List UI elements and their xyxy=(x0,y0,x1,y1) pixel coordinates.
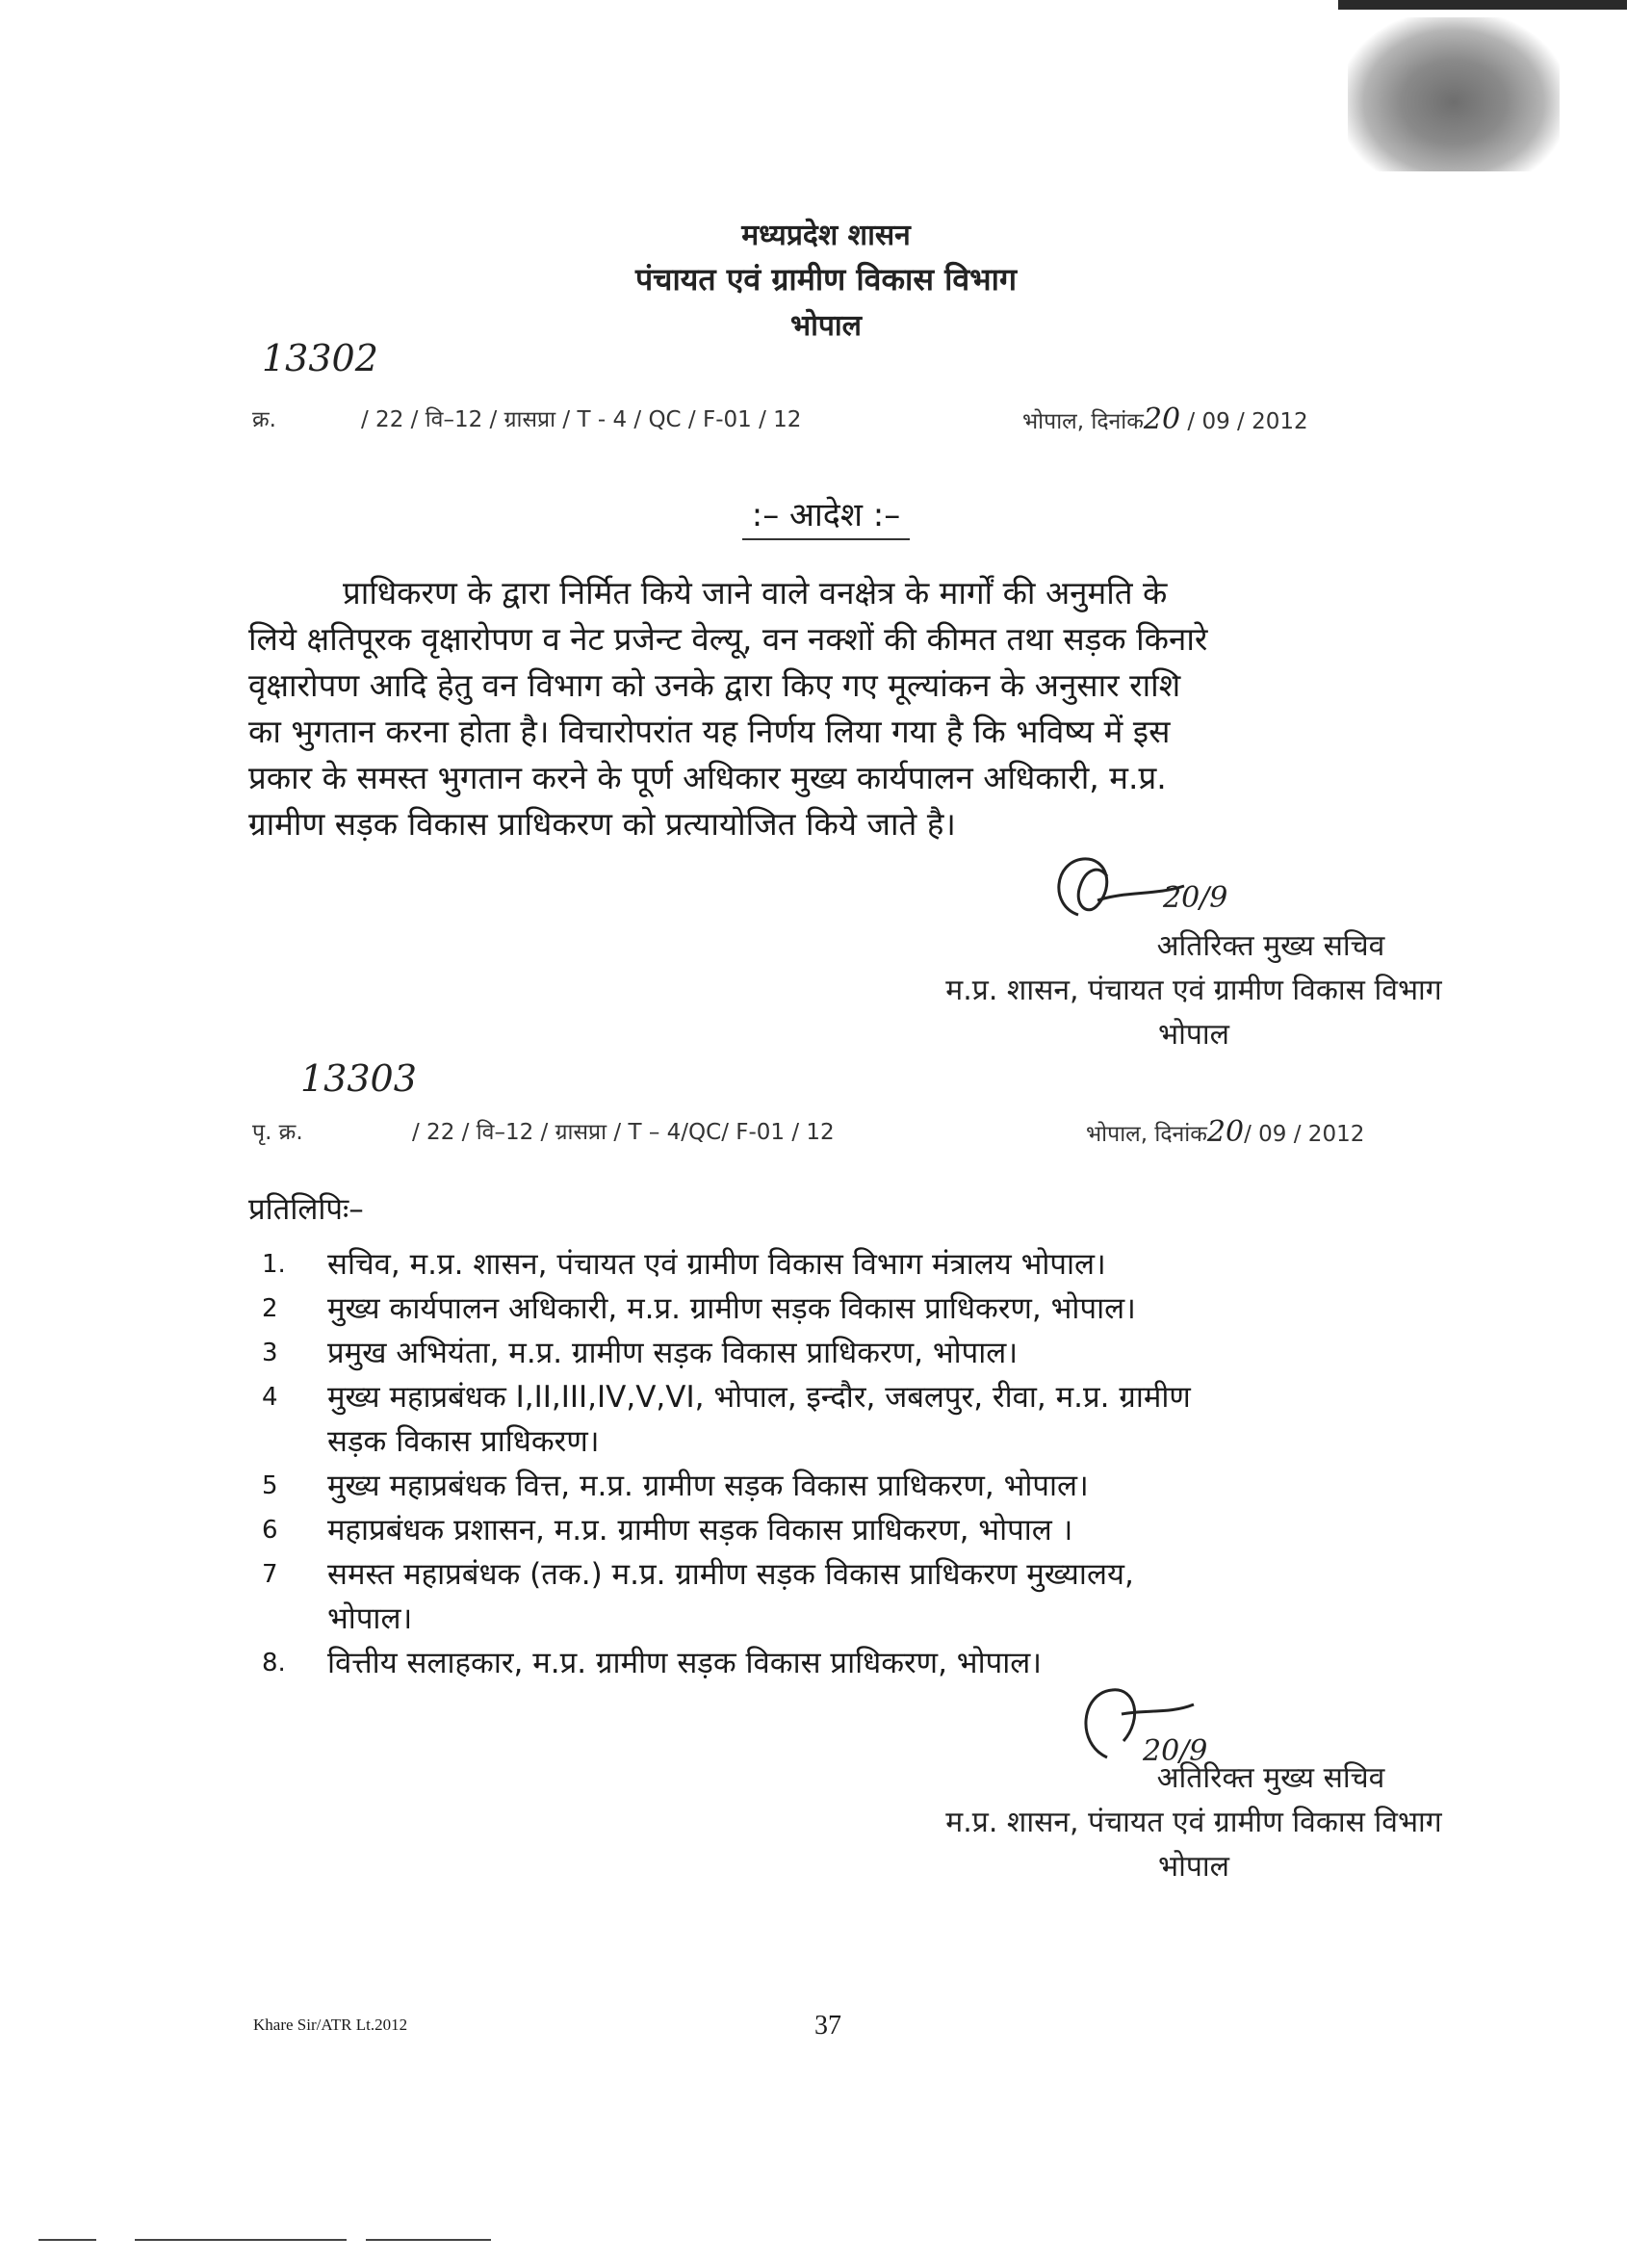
copy-item-number: 2 xyxy=(262,1294,278,1323)
signature-mark xyxy=(1040,847,1252,934)
copy-heading: प्रतिलिपिः– xyxy=(248,1192,364,1227)
copy-ref-prefix: पृ. क्र. xyxy=(252,1120,303,1145)
copy-list-item xyxy=(252,1375,1436,1464)
copy-item-number: 4 xyxy=(262,1383,278,1412)
copy-ref-code: / 22 / वि–12 / ग्रासप्रा / T – 4/QC/ F-01 / 12 xyxy=(412,1120,835,1145)
copy-item-text: महाप्रबंधक प्रशासन, म.प्र. ग्रामीण सड़क विकास प्राधिकरण, भोपाल । xyxy=(327,1513,1073,1548)
signature1-department: म.प्र. शासन, पंचायत एवं ग्रामीण विकास विभाग xyxy=(945,974,1442,1007)
order-ref-code: / 22 / वि–12 / ग्रासप्रा / T - 4 / QC / F-01 / 12 xyxy=(361,407,802,432)
copy-item-text: प्रमुख अभियंता, म.प्र. ग्रामीण सड़क विकास प्राधिकरण, भोपाल। xyxy=(327,1336,1019,1370)
copy-item-text: वित्तीय सलाहकार, म.प्र. ग्रामीण सड़क विकास प्राधिकरण, भोपाल। xyxy=(327,1646,1043,1680)
order-body-line: वृक्षारोपण आदि हेतु वन विभाग को उनके द्वारा किए गए मूल्यांकन के अनुसार राशि xyxy=(248,666,1181,704)
header-state: मध्यप्रदेश शासन xyxy=(741,219,911,252)
scan-edge-mark xyxy=(1338,0,1627,10)
signature1-date: 20/9 xyxy=(1163,881,1228,915)
copy-list xyxy=(252,1242,1436,1685)
copy-item-number: 6 xyxy=(262,1516,278,1545)
order-body-line: प्राधिकरण के द्वारा निर्मित किये जाने वाले वनक्षेत्र के मार्गों की अनुमति के xyxy=(343,574,1168,611)
page-number: 37 xyxy=(814,2011,841,2041)
order-ref-prefix: क्र. xyxy=(252,407,276,432)
order-handwritten-number: 13302 xyxy=(262,337,378,379)
order-body xyxy=(248,570,1419,847)
order-body-line: लिये क्षतिपूरक वृक्षारोपण व नेट प्रजेन्ट वेल्यू, वन नक्शों की कीमत तथा सड़क किनारे xyxy=(248,620,1208,658)
copy-item-line: सड़क विकास प्राधिकरण। xyxy=(327,1424,600,1459)
copy-item-text xyxy=(327,1375,1436,1464)
copy-item-number: 5 xyxy=(262,1471,278,1500)
stamp-smudge xyxy=(1348,17,1560,171)
signature2-date: 20/9 xyxy=(1143,1734,1208,1768)
copy-list-item xyxy=(252,1331,1436,1375)
copy-list-item xyxy=(252,1508,1436,1552)
copy-list-item xyxy=(252,1287,1436,1331)
copy-item-number: 7 xyxy=(262,1560,278,1589)
copy-date-label: भोपाल, दिनांक xyxy=(1086,1122,1207,1147)
copy-item-line: भोपाल। xyxy=(327,1601,413,1636)
signature2-department: म.प्र. शासन, पंचायत एवं ग्रामीण विकास विभाग xyxy=(945,1806,1442,1839)
copy-item-text: मुख्य महाप्रबंधक वित्त, म.प्र. ग्रामीण सड़क विकास प्राधिकरण, भोपाल। xyxy=(327,1469,1089,1503)
footer-note: Khare Sir/ATR Lt.2012 xyxy=(253,2016,408,2034)
header-city: भोपाल xyxy=(789,309,862,343)
copy-item-text: मुख्य कार्यपालन अधिकारी, म.प्र. ग्रामीण सड़क विकास प्राधिकरण, भोपाल। xyxy=(327,1291,1136,1326)
order-date xyxy=(1022,403,1308,436)
copy-list-item xyxy=(252,1464,1436,1508)
scan-edge-line xyxy=(39,2239,96,2241)
copy-item-text xyxy=(327,1552,1436,1641)
signature1-city: भोपाल xyxy=(1157,1018,1229,1052)
signature2-city: भोपाल xyxy=(1157,1850,1229,1884)
copy-item-number: 1. xyxy=(262,1250,286,1279)
scan-edge-line xyxy=(135,2239,347,2241)
copy-handwritten-number: 13303 xyxy=(300,1057,417,1100)
order-date-label: भोपाल, दिनांक xyxy=(1022,409,1144,434)
order-body-line: का भुगतान करना होता है। विचारोपरांत यह निर्णय लिया गया है कि भविष्य में इस xyxy=(248,713,1171,750)
signature2-block xyxy=(818,1756,1569,1889)
copy-item-text: सचिव, म.प्र. शासन, पंचायत एवं ग्रामीण विकास विभाग मंत्रालय भोपाल। xyxy=(327,1247,1106,1282)
signature2-designation: अतिरिक्त मुख्य सचिव xyxy=(1156,1761,1385,1795)
header-department: पंचायत एवं ग्रामीण विकास विभाग xyxy=(635,261,1017,298)
copy-list-item xyxy=(252,1242,1436,1287)
copy-date-rest: / 09 / 2012 xyxy=(1244,1122,1365,1147)
copy-list-item xyxy=(252,1641,1436,1685)
order-body-line: ग्रामीण सड़क विकास प्राधिकरण को प्रत्यायोजित किये जाते है। xyxy=(248,805,956,843)
copy-item-number: 8. xyxy=(262,1649,286,1678)
scan-edge-line xyxy=(366,2239,491,2241)
order-date-handwritten: 20 xyxy=(1143,403,1181,436)
copy-item-number: 3 xyxy=(262,1339,278,1367)
signature1-block xyxy=(818,924,1569,1057)
signature1-designation: अतिरिक्त मुख्य सचिव xyxy=(1156,929,1385,963)
copy-item-line: समस्त महाप्रबंधक (तक.) म.प्र. ग्रामीण सड़क विकास प्राधिकरण मुख्यालय, xyxy=(327,1557,1134,1592)
copy-item-line: मुख्य महाप्रबंधक I,II,III,IV,V,VI, भोपाल, इन्दौर, जबलपुर, रीवा, म.प्र. ग्रामीण xyxy=(327,1380,1191,1415)
order-title-text: :– आदेश :– xyxy=(742,496,910,540)
copy-date-handwritten: 20 xyxy=(1206,1115,1245,1149)
order-body-line: प्रकार के समस्त भुगतान करने के पूर्ण अधिकार मुख्य कार्यपालन अधिकारी, म.प्र. xyxy=(248,759,1167,796)
copy-list-item xyxy=(252,1552,1436,1641)
copy-date xyxy=(1086,1115,1364,1149)
order-title xyxy=(0,491,1652,535)
order-date-rest: / 09 / 2012 xyxy=(1187,409,1308,434)
